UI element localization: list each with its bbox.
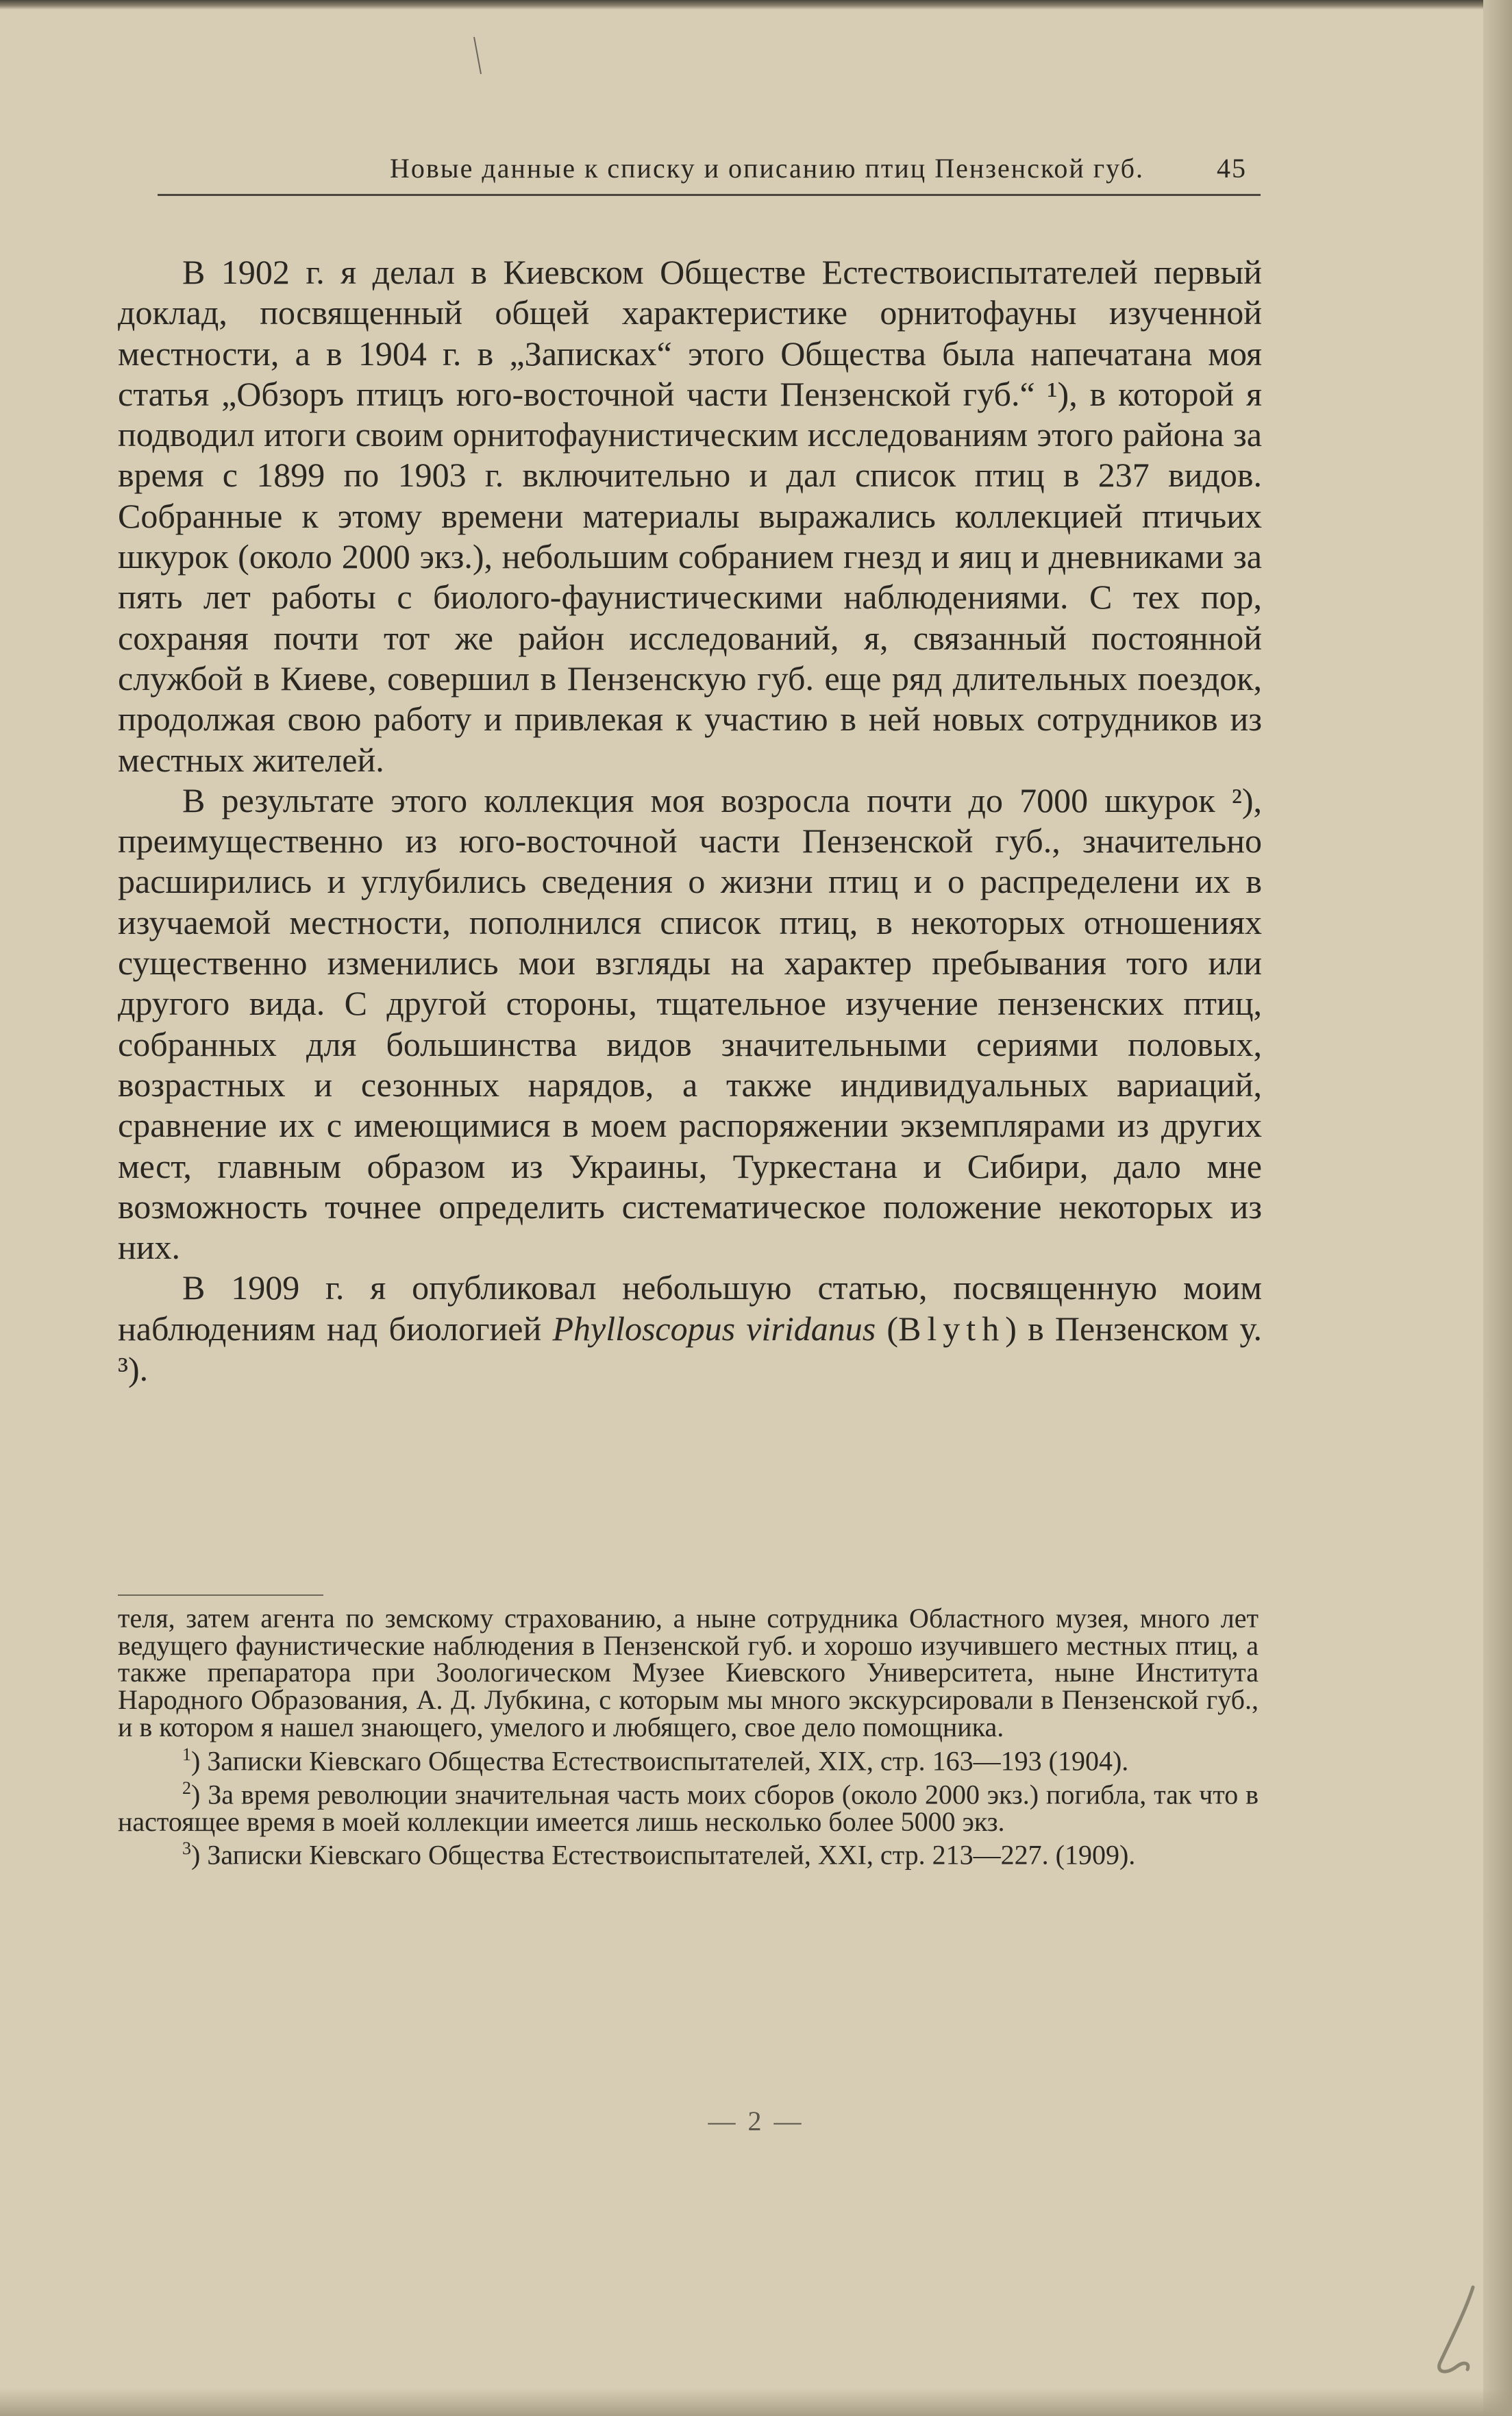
paragraph-3-start: В 1909 г. я опубликовал небольшую статью, посвященную моим наблюдениям над биологией: [118, 1268, 1262, 1348]
running-title: Новые данные к списку и описанию птиц Пензенской губ.: [390, 153, 1144, 184]
pencil-tick-mark: [473, 36, 486, 77]
footnote-mark: 3: [182, 1838, 191, 1859]
footnote-text: За время революции значительная часть моих сборов (около 2000 экз.) погибла, так что в настоящее время в моей коллекции имеется лишь несколько более 5000 экз.: [118, 1778, 1259, 1837]
paragraph-1: В 1902 г. я делал в Киевском Обществе Естествоиспытателей первый доклад, посвященный общей характеристике орнитофауны изученной местности, а в 1904 г. в „Записках“ этого Общества была напечатана моя статья „Обзоръ птицъ юго-восточной части Пензенской губ.“ ¹), в которой я подводил итоги своим орнитофаунистическим исследованиям этого района за время с 1899 по 1903 г. включительно и дал список птиц в 237 видов. Собранные к этому времени материалы выражались коллекцией птичьих шкурок (около 2000 экз.), небольшим собранием гнезд и яиц и дневниками за пять лет работы с биолого-фаунистическими наблюдениями. С тех пор, сохраняя почти тот же район исследований, я, связанный постоянной службой в Киеве, совершил в Пензенскую губ. еще ряд длительных поездок, продолжая свою работу и привлекая к участию в ней новых сотрудников из местных жителей.: [118, 253, 1262, 779]
main-text: [118, 252, 1262, 1390]
footnote-3: $^3$) Записки Кіевскаго Общества Естествоиспытателей, XXI, стр. 213—227. (1909).: [182, 1838, 1136, 1871]
footnote-text: Записки Кіевскаго Общества Естествоиспытателей, XXI, стр. 213—227. (1909).: [207, 1839, 1136, 1871]
paragraph-3-end: в Пензенском у. ³).: [118, 1309, 1263, 1389]
footnote-continuation: теля, затем агента по земскому страхованию, а ныне сотрудника Областного музея, много лет ведущего фаунистические наблюдения в Пензенской губ. и хорошо изучившего местных птиц, а также препаратора при Зоологическом Музее Киевского Университета, ныне Института Народного Образования, А. Д. Лубкина, с которым мы много экскурсировали в Пензенской губ., и в котором я нашел знающего, умелого и любящего, свое дело помощника.: [118, 1603, 1259, 1742]
footnote-divider: [118, 1594, 323, 1596]
footnote-2: $^2$) За время революции значительная часть моих сборов (около 2000 экз.) погибла, так что в настоящее время в моей коллекции имеется лишь несколько более 5000 экз.: [118, 1777, 1259, 1837]
page-right-edge: [1483, 0, 1512, 2416]
sheet-number: — 2 —: [708, 2106, 804, 2136]
running-header: [158, 152, 1261, 196]
footnote-mark: 1: [182, 1744, 191, 1764]
footnotes: [118, 1605, 1259, 1869]
species-author: Blyth: [898, 1309, 1006, 1348]
handwritten-pencil-mark: [1425, 2282, 1487, 2384]
footnote-1: $^1$) Записки Кіевскаго Общества Естествоиспытателей, XIX, стр. 163—193 (1904).: [182, 1744, 1129, 1776]
page-number: 45: [1217, 153, 1247, 184]
page-bottom-edge: [0, 2389, 1512, 2416]
species-name: Phylloscopus viridanus: [552, 1309, 876, 1348]
footnote-mark: 2: [182, 1777, 191, 1798]
paragraph-2: В результате этого коллекция моя возросла почти до 7000 шкурок ²), преимущественно из юго-восточной части Пензенской губ., значительно расширились и углубились сведения о жизни птиц и о распределени их в изучаемой местности, пополнился список птиц, в некоторых отношениях существенно изменились мои взгляды на характер пребывания того или другого вида. С другой стороны, тщательное изучение пензенских птиц, собранных для большинства видов значительными сериями половых, возрастных и сезонных нарядов, а также индивидуальных вариаций, сравнение их с имеющимися в моем распоряжении экземплярами из других мест, главным образом из Украины, Туркестана и Сибири, дало мне возможность точнее определить систематическое положение некоторых из них.: [118, 780, 1262, 1267]
page-top-edge: [0, 0, 1512, 10]
paragraph-3: В 1909 г. я опубликовал небольшую статью, посвященную моим наблюдениям над биологией Phylloscopus viridanus (Blyth) в Пензенском у. ³).: [118, 1268, 1263, 1389]
footnote-text: Записки Кіевскаго Общества Естествоиспытателей, XIX, стр. 163—193 (1904).: [207, 1745, 1129, 1776]
